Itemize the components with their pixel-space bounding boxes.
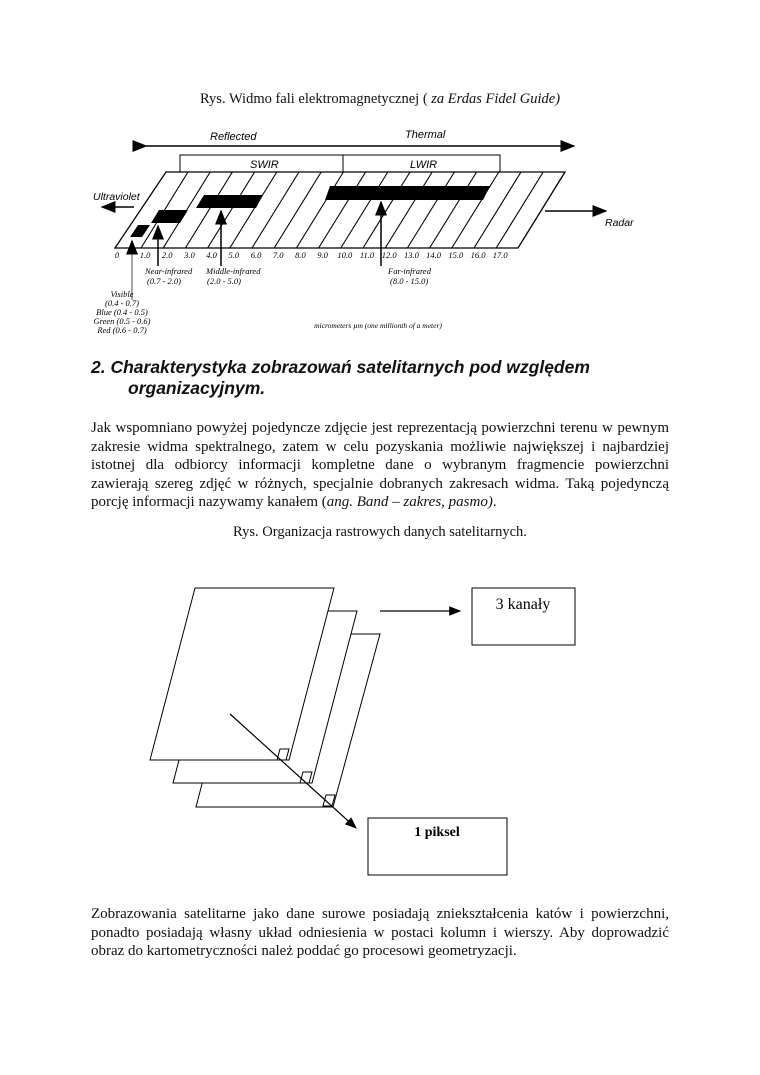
section-heading — [91, 357, 691, 399]
stripe-line — [474, 172, 521, 248]
middle-ir-range: (2.0 - 5.0) — [207, 276, 241, 286]
tick-label: 7.0 — [272, 250, 284, 260]
stripe-line — [185, 172, 232, 248]
swir-label: SWIR — [250, 159, 279, 171]
far-ir-label: Far-infrared — [388, 266, 431, 276]
paragraph-2: Zobrazowania satelitarne jako dane surowe posiadają zniekształcenia katów i powierzchni, ponadto posiadają własny układ odniesienia w postaci kolumn i wierszy. Aby doprowadzić obraz do kartometryczności należ poddać go procesowi geometryzacji. — [91, 906, 669, 960]
heading-line1: 2. Charakterystyka zobrazowań satelitarnych pod względem — [91, 357, 590, 377]
pixel-arrow — [230, 714, 356, 828]
reflected-label: Reflected — [210, 131, 257, 143]
stripe-line — [452, 172, 499, 248]
near-ir-label: Near-infrared — [145, 266, 193, 276]
stripe-line — [208, 172, 255, 248]
thermal-label: Thermal — [405, 129, 446, 141]
tick-label: 4.0 — [206, 250, 217, 260]
stripe-line — [407, 172, 454, 248]
stripe-line — [252, 172, 299, 248]
stripe-line — [385, 172, 432, 248]
spectrum-stripes — [141, 172, 543, 248]
red-range: Red (0.6 - 0.7) — [97, 325, 147, 335]
radar-label: Radar — [605, 217, 634, 229]
pixel-square-3 — [323, 795, 335, 806]
tick-label: 1.0 — [139, 250, 151, 260]
para1-text: Jak wspomniano powyżej pojedyncze zdjęcie jest reprezentacją powierzchni terenu w pewnym zakresie widma spektralnego, zatem w celu pozyskania możliwie największej i najbardziej istotnej dla odbiorcy informacji kompletne dane o wybranym fragmencie powierzchni zawierają szereg zdjęć w różnych, specjalnie dobranych zakresach widma. Taką pojedynczą porcję informacji nazywamy kanałem ( — [91, 420, 669, 511]
visible-band — [130, 225, 150, 237]
far-ir-range: (8.0 - 15.0) — [390, 276, 429, 286]
near-ir-band — [151, 210, 188, 223]
tick-label: 17.0 — [492, 250, 508, 260]
stripe-line — [230, 172, 277, 248]
stripe-line — [496, 172, 543, 248]
stripe-line — [319, 172, 366, 248]
tick-label: 15.0 — [448, 250, 464, 260]
stripe-line — [274, 172, 321, 248]
stripe-line — [296, 172, 343, 248]
tick-label: 3.0 — [184, 250, 195, 260]
lwir-label: LWIR — [410, 159, 438, 171]
tick-label: 11.0 — [359, 250, 375, 260]
band-sheet-3 — [196, 634, 380, 807]
middle-ir-band — [196, 195, 263, 208]
channels-box — [472, 588, 575, 645]
pixel-label: 1 piksel — [414, 825, 460, 840]
tick-labels — [115, 250, 509, 260]
tick-label: 14.0 — [426, 250, 442, 260]
stripe-line — [430, 172, 477, 248]
tick-label: 0 — [114, 250, 120, 260]
figure2-caption: Rys. Organizacja rastrowych danych satelitarnych. — [233, 524, 527, 540]
tick-label: 6.0 — [250, 250, 262, 260]
caption-source: za Erdas Fidel Guide) — [427, 91, 561, 107]
green-range: Green (0.5 - 0.6) — [93, 316, 151, 326]
pixel-square-1 — [277, 749, 289, 760]
tick-label: 16.0 — [470, 250, 486, 260]
visible-range: (0.4 - 0.7) — [105, 298, 139, 308]
para1-italic: ang. Band – zakres, pasmo) — [326, 494, 493, 511]
ultraviolet-label: Ultraviolet — [93, 191, 140, 203]
channels-label: 3 kanały — [495, 596, 551, 613]
far-ir-band — [325, 186, 490, 200]
heading-line2: organizacyjnym. — [128, 378, 266, 398]
tick-label: 5.0 — [228, 250, 240, 260]
near-ir-range: (0.7 - 2.0) — [147, 276, 181, 286]
para1-end: . — [492, 494, 497, 511]
band-sheet-1 — [150, 588, 334, 760]
band-sheet-2 — [173, 611, 357, 783]
tick-label: 9.0 — [317, 250, 328, 260]
pixel-square-2 — [300, 772, 312, 783]
tick-label: 2.0 — [161, 250, 173, 260]
units-label: micrometers µm (one millionth of a meter) — [314, 321, 442, 330]
visible-label: Visible — [110, 289, 134, 299]
tick-label: 10.0 — [337, 250, 353, 260]
caption-text: Rys. Widmo fali elektromagnetycznej ( — [199, 91, 428, 107]
tick-label: 12.0 — [381, 250, 397, 260]
middle-ir-label: Middle-infrared — [206, 266, 261, 276]
pixel-box — [368, 818, 507, 875]
paragraph-1 — [91, 419, 669, 512]
blue-range: Blue (0.4 - 0.5) — [96, 307, 148, 317]
tick-label: 13.0 — [403, 250, 419, 260]
tick-label: 8.0 — [295, 250, 306, 260]
stripe-line — [363, 172, 410, 248]
